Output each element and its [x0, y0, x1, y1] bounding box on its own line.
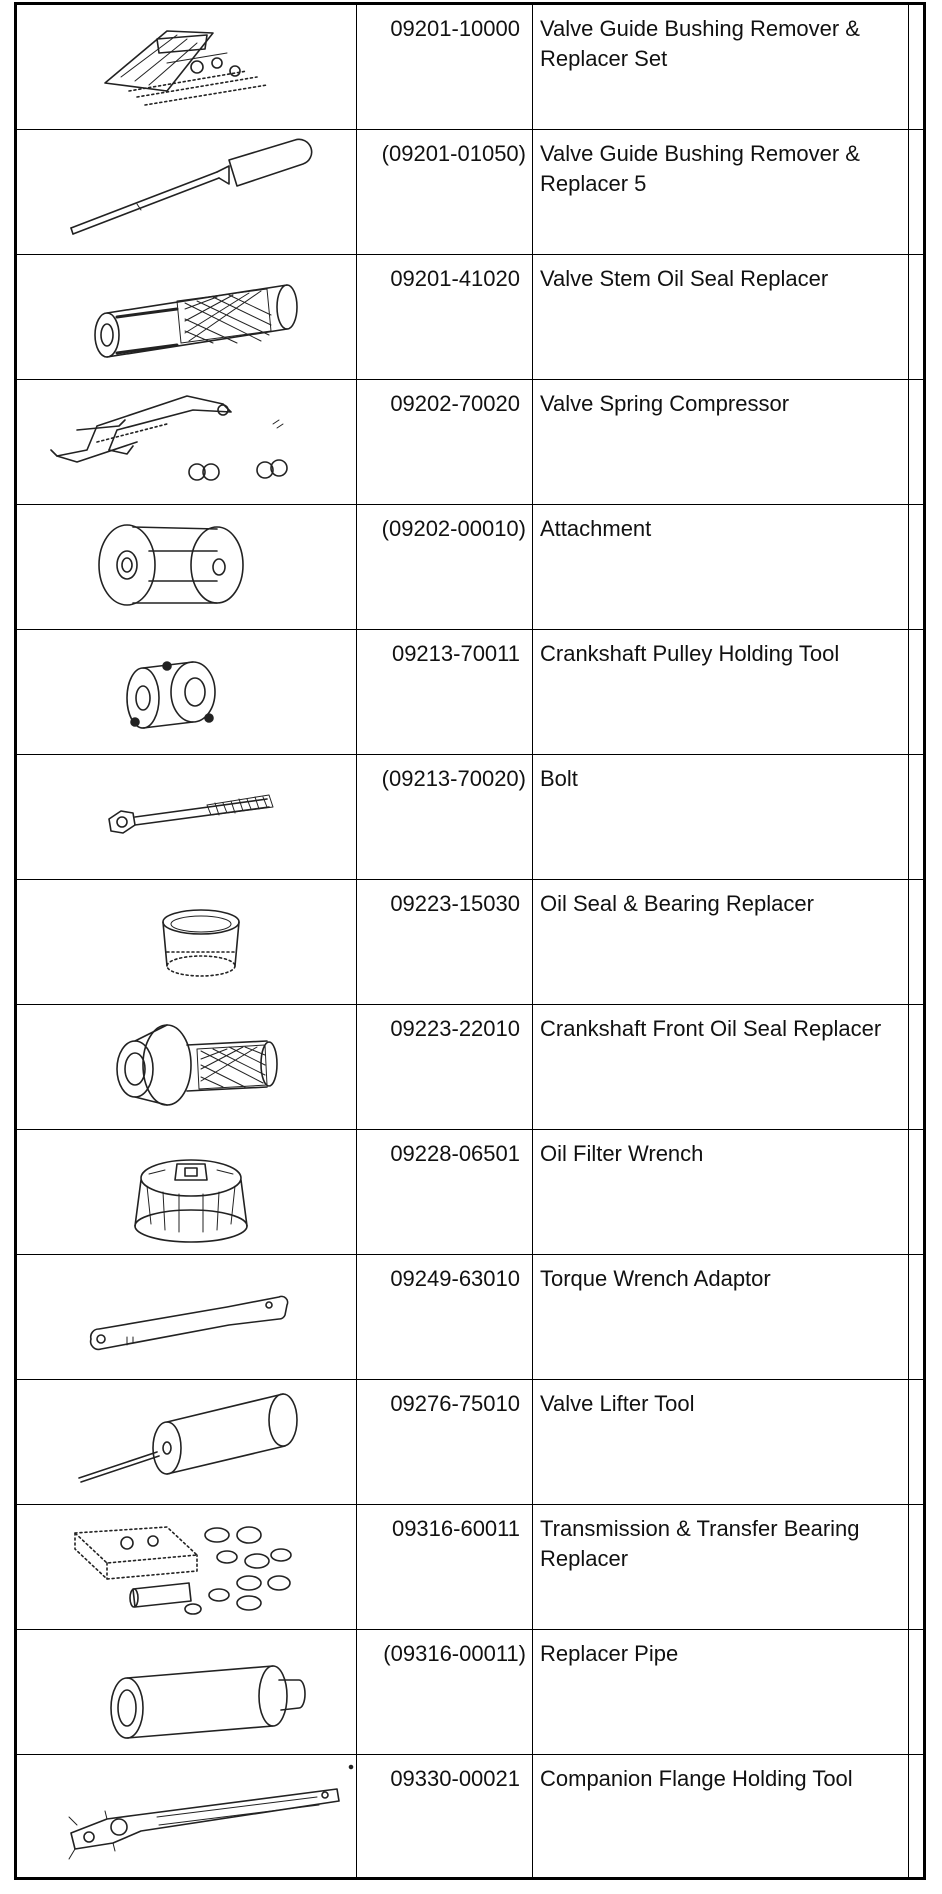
part-number: 09201-41020	[390, 266, 520, 291]
tool-image-cell	[17, 1380, 357, 1504]
part-number: 09201-10000	[390, 16, 520, 41]
flange-holding-tool-icon	[17, 1755, 357, 1880]
bushing-remover-icon	[17, 130, 357, 255]
replacer-pipe-icon	[17, 1630, 357, 1755]
tool-image-cell	[17, 1255, 357, 1379]
part-number: (09213-70020)	[381, 766, 526, 791]
tool-image-cell	[17, 1005, 357, 1129]
part-number: 09249-63010	[390, 1266, 520, 1291]
part-number: (09316-00011)	[383, 1641, 526, 1666]
tool-image-cell	[17, 755, 357, 879]
tool-image-cell	[17, 1130, 357, 1254]
tool-image-cell	[17, 880, 357, 1004]
tool-name: Valve Guide Bushing Remover & Replacer Set	[540, 16, 860, 71]
spring-compressor-icon	[17, 380, 357, 505]
pulley-holding-tool-icon	[17, 630, 357, 755]
tool-name: Valve Guide Bushing Remover & Replacer 5	[540, 141, 860, 196]
tool-image-cell	[17, 255, 357, 379]
tool-name: Transmission & Transfer Bearing Replacer	[540, 1516, 860, 1571]
tool-image-cell	[17, 630, 357, 754]
part-number: (09201-01050)	[381, 141, 526, 166]
transmission-replacer-icon	[17, 1505, 357, 1630]
tool-image-cell	[17, 380, 357, 504]
torque-adaptor-icon	[17, 1255, 357, 1380]
bushing-set-icon	[17, 5, 357, 130]
table-row	[17, 1130, 923, 1255]
part-number: 09330-00021	[390, 1766, 520, 1791]
special-tools-table	[14, 2, 926, 1880]
table-row	[17, 1255, 923, 1380]
table-row	[17, 1755, 923, 1880]
tool-name: Oil Filter Wrench	[540, 1141, 704, 1166]
tool-image-cell	[17, 5, 357, 129]
part-number: 09276-75010	[390, 1391, 520, 1416]
tool-name: Crankshaft Pulley Holding Tool	[540, 641, 840, 666]
tool-image-cell	[17, 130, 357, 254]
table-row	[17, 630, 923, 755]
table-row	[17, 1505, 923, 1630]
table-row	[17, 255, 923, 380]
part-number: 09213-70011	[391, 641, 520, 666]
part-number: 09316-60011	[391, 1516, 520, 1541]
tool-name: Valve Lifter Tool	[540, 1391, 695, 1416]
tool-name: Replacer Pipe	[540, 1641, 679, 1666]
tool-name: Attachment	[540, 516, 652, 541]
tool-name: Crankshaft Front Oil Seal Replacer	[540, 1016, 882, 1041]
part-number: 09202-70020	[390, 391, 520, 416]
tool-name: Torque Wrench Adaptor	[540, 1266, 771, 1291]
bearing-replacer-icon	[17, 880, 357, 1005]
tool-image-cell	[17, 505, 357, 629]
part-number: 09228-06501	[390, 1141, 520, 1166]
tool-name: Valve Stem Oil Seal Replacer	[540, 266, 829, 291]
oil-filter-wrench-icon	[17, 1130, 357, 1255]
tool-name: Valve Spring Compressor	[540, 391, 790, 416]
valve-lifter-icon	[17, 1380, 357, 1505]
front-seal-replacer-icon	[17, 1005, 357, 1130]
tool-image-cell	[17, 1630, 357, 1754]
table-row	[17, 880, 923, 1005]
table-row	[17, 755, 923, 880]
part-number: 09223-15030	[390, 891, 520, 916]
attachment-icon	[17, 505, 357, 630]
table-row	[17, 505, 923, 630]
tool-name: Companion Flange Holding Tool	[540, 1766, 853, 1791]
table-row	[17, 130, 923, 255]
tool-name: Bolt	[540, 766, 578, 791]
table-row	[17, 1005, 923, 1130]
tool-image-cell	[17, 1505, 357, 1629]
part-number: (09202-00010)	[381, 516, 526, 541]
table-row	[17, 380, 923, 505]
table-row	[17, 5, 923, 130]
table-row	[17, 1630, 923, 1755]
oil-seal-replacer-icon	[17, 255, 357, 380]
table-row	[17, 1380, 923, 1505]
bolt-icon	[17, 755, 357, 880]
tool-image-cell	[17, 1755, 357, 1880]
part-number: 09223-22010	[390, 1016, 520, 1041]
tool-name: Oil Seal & Bearing Replacer	[540, 891, 814, 916]
